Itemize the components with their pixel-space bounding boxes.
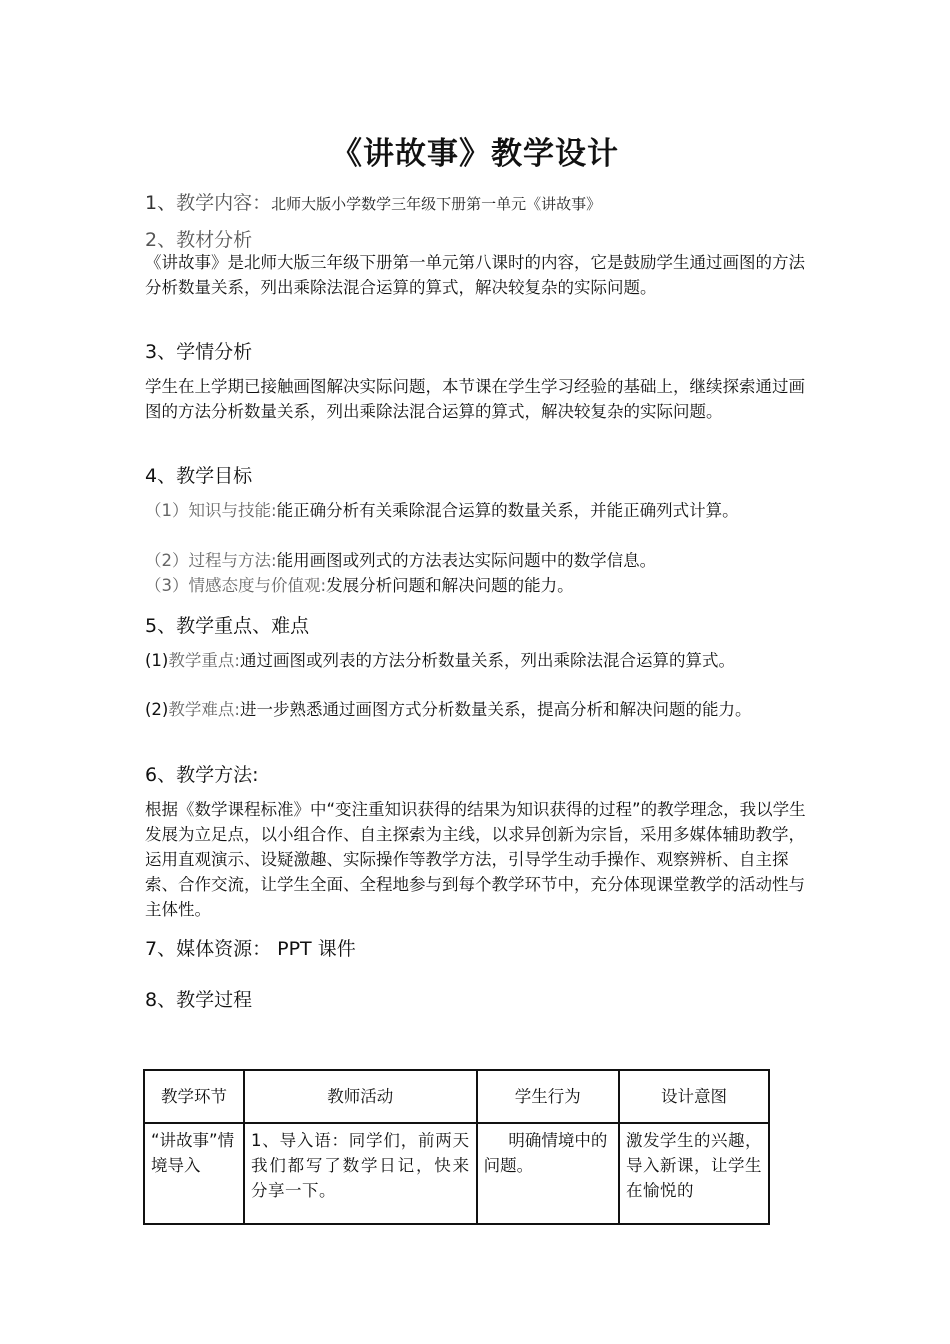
header-student-behavior: 学生行为 [477, 1070, 619, 1123]
cell-design-intent: 激发学生的兴趣，导入新课，让学生在愉悦的 [619, 1123, 769, 1224]
objective-label: （2）过程与方法: [145, 551, 277, 570]
objective-3 [145, 573, 810, 598]
header-stage: 教学环节 [144, 1070, 244, 1123]
section-teaching-content [145, 188, 601, 215]
section-heading-objectives: 4、教学目标 [145, 465, 253, 487]
objective-text: 发展分析问题和解决问题的能力。 [326, 576, 574, 595]
section-heading-process: 8、教学过程 [145, 989, 253, 1011]
cell-stage: “讲故事”情境导入 [144, 1123, 244, 1224]
cell-teacher-activity: 1、导入语：同学们，前两天我们都写了数学日记，快来分享一下。 [244, 1123, 477, 1224]
header-design-intent: 设计意图 [619, 1070, 769, 1123]
section-label: 教学内容： [176, 192, 272, 214]
material-analysis-text: 《讲故事》是北师大版三年级下册第一单元第八课时的内容，它是鼓励学生通过画图的方法分析数量关系，列出乘除法混合运算的算式，解决较复杂的实际问题。 [145, 253, 805, 297]
table-header-row [144, 1070, 769, 1123]
media-value: PPT 课件 [277, 938, 356, 960]
objective-2 [145, 548, 810, 573]
table-row [144, 1123, 769, 1224]
section-heading-key-points: 5、教学重点、难点 [145, 615, 310, 637]
objective-1 [145, 498, 810, 523]
section-number: 1、 [145, 192, 177, 214]
difficult-point-label: 教学难点: [168, 700, 240, 719]
section-heading-media [145, 934, 356, 961]
section-value: 北师大版小学数学三年级下册第一单元《讲故事》 [271, 195, 602, 213]
header-teacher-activity: 教师活动 [244, 1070, 477, 1123]
document-title: 《讲故事》教学设计 [331, 136, 619, 172]
media-label: 7、媒体资源： [145, 938, 272, 960]
key-point-text: 通过画图或列表的方法分析数量关系，列出乘除法混合运算的算式。 [239, 651, 735, 670]
objective-label: （1）知识与技能: [145, 501, 277, 520]
learner-analysis-text: 学生在上学期已接触画图解决实际问题，本节课在学生学习经验的基础上，继续探索通过画图的方法分析数量关系，列出乘除法混合运算的算式，解决较复杂的实际问题。 [145, 377, 805, 421]
section-heading-methods: 6、教学方法: [145, 764, 259, 786]
difficult-point [145, 697, 810, 722]
objective-text: 能正确分析有关乘除混合运算的数量关系，并能正确列式计算。 [276, 501, 739, 520]
key-point [145, 648, 810, 673]
key-point-prefix: (1) [145, 651, 169, 670]
difficult-point-prefix: (2) [145, 700, 169, 719]
teaching-process-table [143, 1069, 770, 1225]
section-heading-material-analysis: 2、教材分析 [145, 229, 253, 251]
cell-student-behavior: 明确情境中的问题。 [477, 1123, 619, 1224]
objective-text: 能用画图或列式的方法表达实际问题中的数学信息。 [276, 551, 657, 570]
difficult-point-text: 进一步熟悉通过画图方式分析数量关系，提高分析和解决问题的能力。 [239, 700, 752, 719]
objective-label: （3）情感态度与价值观: [145, 576, 327, 595]
methods-text: 根据《数学课程标准》中“变注重知识获得的结果为知识获得的过程”的教学理念，我以学生发展为立足点，以小组合作、自主探索为主线，以求异创新为宗旨，采用多媒体辅助教学，运用直观演示、设疑激趣、实际操作等教学方法，引导学生动手操作、观察辨析、自主探索、合作交流，让学生全面、全程地参与到每个教学环节中，充分体现课堂教学的活动性与主体性。 [145, 800, 806, 919]
section-heading-learner-analysis: 3、学情分析 [145, 341, 253, 363]
key-point-label: 教学重点: [168, 651, 240, 670]
